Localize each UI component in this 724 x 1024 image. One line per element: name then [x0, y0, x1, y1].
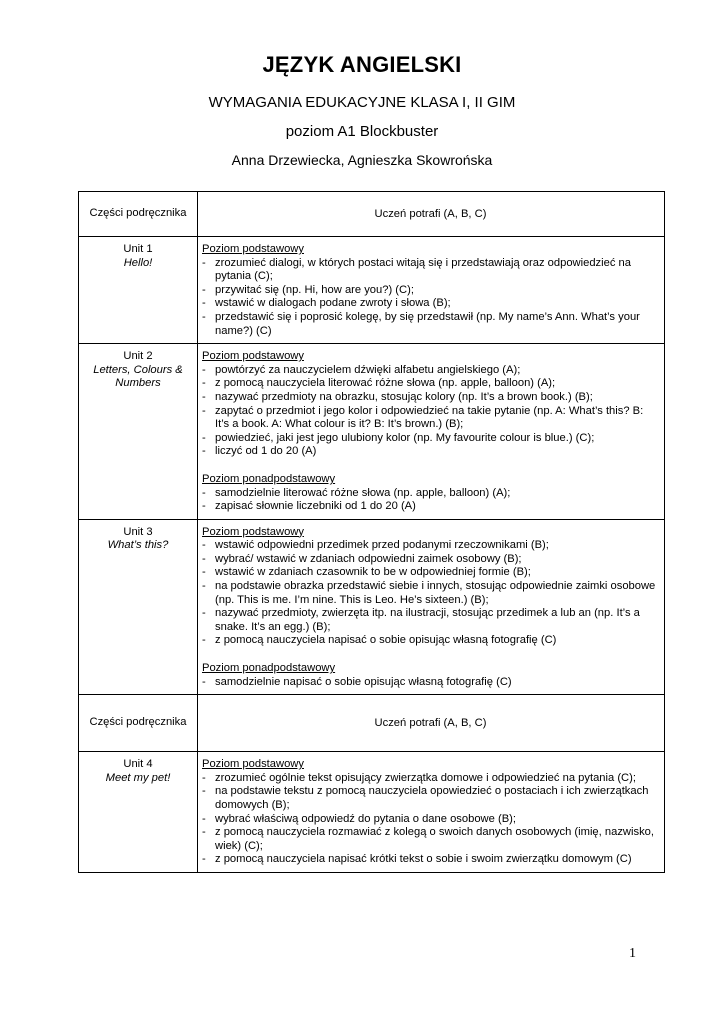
unit-subtitle: Letters, Colours & Numbers	[93, 363, 183, 390]
unit-subtitle: What’s this?	[107, 539, 169, 552]
list-item: - wstawić w dialogach podane zwroty i słowa (B);	[202, 297, 451, 310]
list-item: - przywitać się (np. Hi, how are you?) (C);	[202, 283, 414, 296]
list-item: - zrozumieć dialogi, w których postaci witają się i przedstawiają oraz odpowiedzieć na pytania (C);	[202, 256, 631, 283]
list-item: - zapisać słownie liczebniki od 1 do 20 (A)	[202, 500, 416, 513]
list-item: - powtórzyć za nauczycielem dźwięki alfabetu angielskiego (A);	[202, 363, 521, 376]
requirements-cell	[198, 237, 665, 344]
page-number: 1	[629, 946, 636, 961]
list-item: - wstawić w zdaniach czasownik to be w odpowiedniej formie (B);	[202, 566, 531, 579]
unit-name: Unit 1	[123, 243, 153, 255]
unit-row-3	[79, 519, 665, 695]
unit-cell	[79, 519, 198, 695]
list-item: - przedstawić się i poprosić kolegę, by się przedstawił (np. My name’s Ann. What’s your name?) (C)	[202, 310, 640, 337]
list-item: - z pomocą nauczyciela napisać krótki tekst o sobie i swoim zwierzątku domowym (C)	[202, 853, 632, 866]
list-item: - z pomocą nauczyciela literować różne słowa (np. apple, balloon) (A);	[202, 377, 556, 390]
list-item: - samodzielnie literować różne słowa (np. apple, balloon) (A);	[202, 486, 511, 499]
section-label-advanced: Poziom ponadpodstawowy	[202, 662, 336, 675]
unit-cell	[79, 237, 198, 344]
section-label-basic: Poziom podstawowy	[202, 243, 304, 255]
list-item: - z pomocą nauczyciela rozmawiać z kolegą o swoich danych osobowych (imię, nazwisko, wiek) (C);	[202, 826, 654, 852]
unit-name: Unit 2	[123, 350, 153, 363]
authors: Anna Drzewiecka, Agnieszka Skowrońska	[231, 152, 493, 168]
unit-name: Unit 3	[123, 525, 153, 538]
list-item: - liczyć od 1 do 20 (A)	[202, 445, 317, 458]
list-item: - nazywać przedmioty, zwierzęta itp. na ilustracji, stosując przedimek a lub an (np. It’s a snake. It’s an egg.) (B);	[202, 607, 640, 633]
section-label-advanced: Poziom ponadpodstawowy	[202, 472, 336, 485]
unit-subtitle: Meet my pet!	[105, 771, 171, 784]
requirements-list	[202, 487, 659, 514]
section-label-basic: Poziom podstawowy	[202, 350, 304, 363]
section-label-basic: Poziom podstawowy	[202, 525, 304, 538]
table-header-row-repeat	[79, 695, 665, 752]
header-cell-skills: Uczeń potrafi (A, B, C)	[198, 192, 665, 237]
list-item: - na podstawie obrazka przedstawić siebie i innych, stosując odpowiednie zaimki osobowe (np. This is me. I’m nine. This is Leo. He’s sixteen.) (B);	[202, 580, 656, 606]
unit-row-1	[79, 237, 665, 344]
requirements-cell	[198, 752, 665, 873]
requirements-table	[78, 191, 665, 873]
list-item: - samodzielnie napisać o sobie opisując własną fotografię (C)	[202, 675, 512, 688]
header-cell-skills: Uczeń potrafi (A, B, C)	[198, 695, 665, 752]
table-header-row	[79, 192, 665, 237]
document-title: JĘZYK ANGIELSKI	[262, 52, 462, 77]
requirements-list	[202, 772, 659, 867]
list-item: - wybrać/ wstawić w zdaniach odpowiedni zaimek osobowy (B);	[202, 552, 522, 565]
unit-cell	[79, 344, 198, 520]
unit-name: Unit 4	[123, 758, 153, 771]
list-item: - z pomocą nauczyciela napisać o sobie opisując własną fotografię (C)	[202, 634, 557, 647]
list-item: - wstawić odpowiedni przedimek przed podanymi rzeczownikami (B);	[202, 539, 549, 552]
unit-subtitle: Hello!	[123, 256, 153, 269]
document-subtitle: WYMAGANIA EDUKACYJNE KLASA I, II GIM	[208, 94, 516, 111]
requirements-cell	[198, 344, 665, 520]
list-item: - powiedzieć, jaki jest jego ulubiony kolor (np. My favourite colour is blue.) (C);	[202, 431, 595, 444]
requirements-list	[202, 676, 659, 690]
header-cell-parts: Części podręcznika	[79, 695, 198, 752]
section-label-basic: Poziom podstawowy	[202, 758, 304, 771]
requirements-list	[202, 364, 659, 459]
list-item: - na podstawie tekstu z pomocą nauczyciela opowiedzieć o postaciach i ich zwierzątkach domowych (B);	[202, 785, 649, 811]
requirements-cell	[198, 519, 665, 695]
list-item: - zapytać o przedmiot i jego kolor i odpowiedzieć na takie pytanie (np. A: What’s this? B: It’s a book. A: What colour is it? B: It’s brown.) (B);	[202, 404, 644, 431]
unit-row-2	[79, 344, 665, 520]
course-level: poziom A1 Blockbuster	[285, 123, 439, 140]
header-cell-parts: Części podręcznika	[79, 192, 198, 237]
requirements-list	[202, 539, 659, 648]
unit-row-4	[79, 752, 665, 873]
list-item: - wybrać właściwą odpowiedź do pytania o dane osobowe (B);	[202, 812, 516, 825]
list-item: - zrozumieć ogólnie tekst opisujący zwierzątka domowe i odpowiedzieć na pytania (C);	[202, 771, 636, 784]
unit-cell	[79, 752, 198, 873]
requirements-list	[202, 257, 659, 339]
list-item: - nazywać przedmioty na obrazku, stosując kolory (np. It’s a brown book.) (B);	[202, 390, 593, 403]
